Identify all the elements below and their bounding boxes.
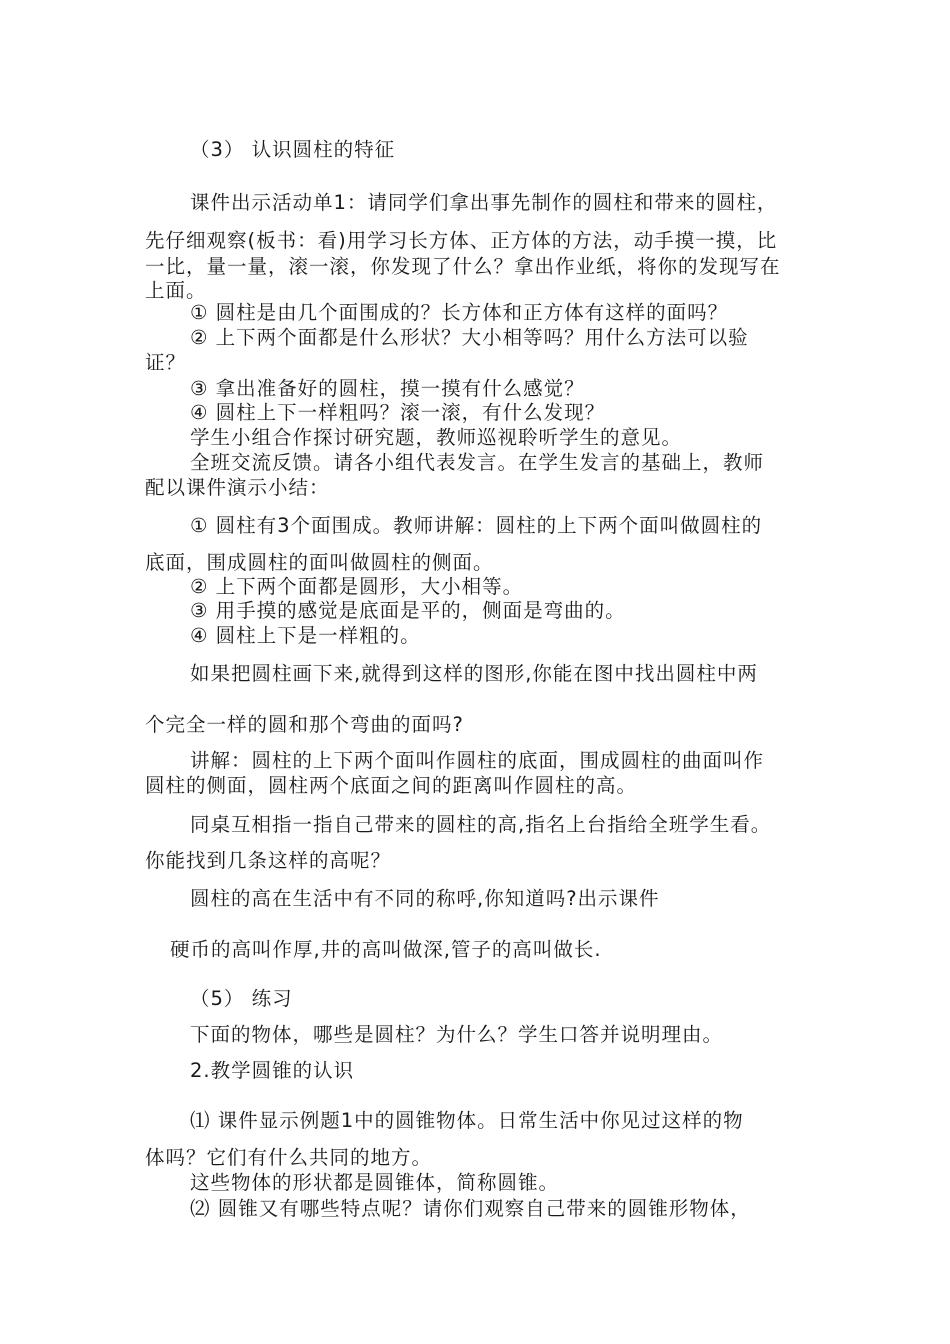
paragraph-line: 这些物体的形状都是圆锥体，简称圆锥。 (190, 1171, 560, 1194)
summary-item-4: ④ 圆柱上下是一样粗的。 (190, 624, 421, 647)
question-item-2: ② 上下两个面都是什么形状？大小相等吗？用什么方法可以验 (190, 326, 749, 349)
section-heading-cylinder-features: （3） 认识圆柱的特征 (190, 138, 396, 161)
paragraph-line: 下面的物体，哪些是圆柱？为什么？学生口答并说明理由。 (190, 1023, 724, 1046)
question-item-1: ① 圆柱是由几个面围成的？长方体和正方体有这样的面吗？ (190, 301, 729, 324)
summary-item-1: ① 圆柱有3个面围成。教师讲解：圆柱的上下两个面叫做圆柱的 (190, 514, 763, 537)
paragraph-line: 你能找到几条这样的高呢？ (145, 849, 392, 872)
paragraph-line: 圆柱的侧面，圆柱两个底面之间的距离叫作圆柱的高。 (145, 774, 638, 797)
question-item-3: ③ 拿出准备好的圆柱，摸一摸有什么感觉？ (190, 377, 585, 400)
paragraph-line: 配以课件演示小结： (145, 476, 330, 499)
paragraph-line: 如果把圆柱画下来,就得到这样的图形,你能在图中找出圆柱中两 (190, 662, 758, 685)
section-heading-practice: （5） 练习 (190, 987, 293, 1010)
paragraph-line: 先仔细观察(板书：看)用学习长方体、正方体的方法，动手摸一摸，比 (145, 229, 778, 252)
paragraph-line: 同桌互相指一指自己带来的圆柱的高,指名上台指给全班学生看。 (190, 813, 772, 836)
paragraph-line: 证？ (145, 351, 187, 374)
paragraph-line: 全班交流反馈。请各小组代表发言。在学生发言的基础上，教师 (190, 451, 765, 474)
summary-item-3: ③ 用手摸的感觉是底面是平的，侧面是弯曲的。 (190, 599, 626, 622)
paragraph-line: 一比，量一量，滚一滚，你发现了什么？拿出作业纸，将你的发现写在 (145, 255, 781, 278)
summary-item-2: ② 上下两个面都是圆形，大小相等。 (190, 575, 524, 598)
question-item-4: ④ 圆柱上下一样粗吗？滚一滚，有什么发现？ (190, 401, 606, 424)
paragraph-line: 课件出示活动单1：请同学们拿出事先制作的圆柱和带来的圆柱， (190, 191, 778, 214)
paragraph-line: 学生小组合作探讨研究题，教师巡视聆听学生的意见。 (190, 426, 683, 449)
paragraph-line: 圆柱的高在生活中有不同的称呼,你知道吗?出示课件 (190, 887, 660, 910)
paragraph-line: ⑵ 圆锥又有哪些特点呢？请你们观察自己带来的圆锥形物体， (190, 1197, 751, 1220)
paragraph-line: 讲解：圆柱的上下两个面叫作圆柱的底面，围成圆柱的曲面叫作 (190, 749, 765, 772)
paragraph-line: ⑴ 课件显示例题1中的圆锥物体。日常生活中你见过这样的物 (190, 1109, 744, 1132)
paragraph-line: 底面，围成圆柱的面叫做圆柱的侧面。 (145, 551, 494, 574)
paragraph-line: 个完全一样的圆和那个弯曲的面吗? (145, 713, 464, 736)
paragraph-line: 体吗？它们有什么共同的地方。 (145, 1146, 433, 1169)
paragraph-line: 上面。 (145, 279, 207, 302)
section-heading-cone: 2.教学圆锥的认识 (190, 1059, 355, 1082)
paragraph-line: 硬币的高叫作厚,井的高叫做深,管子的高叫做长. (170, 938, 602, 961)
